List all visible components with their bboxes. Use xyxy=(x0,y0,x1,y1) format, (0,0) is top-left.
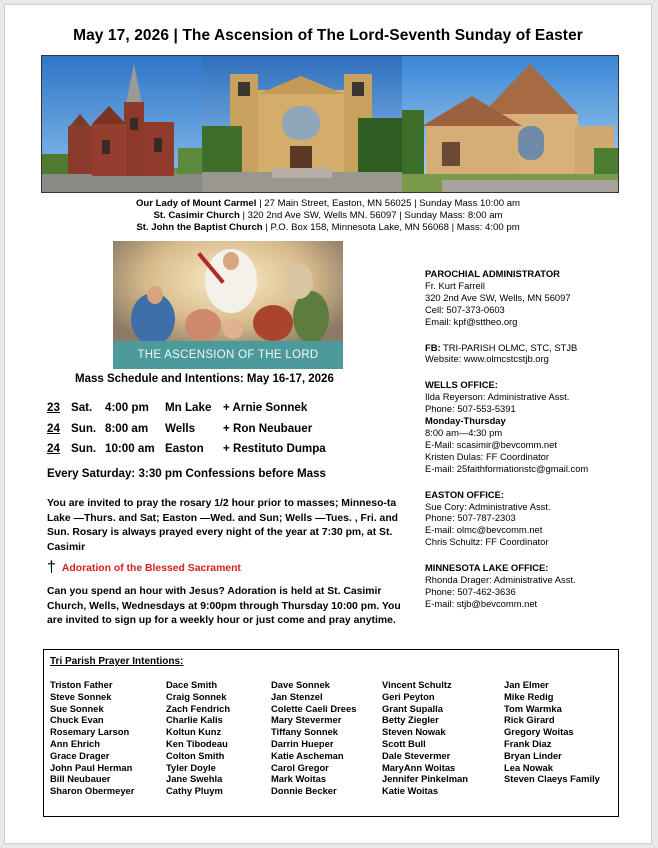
mass-place: Easton xyxy=(165,442,204,455)
easton-line: Sue Cory: Administrative Asst. xyxy=(425,500,551,512)
prayer-name: Dave Sonnek xyxy=(271,679,330,690)
adoration-paragraph: Can you spend an hour with Jesus? Adoration is held at St. Casimir Church, Wells, Wednesdays at 9:00pm through Thursday 10:00 pm. You are invited to sign up for a weekly hour or just come and pray anytime. xyxy=(47,586,401,627)
wells-office-heading: WELLS OFFICE: xyxy=(425,379,498,391)
easton-office-heading: EASTON OFFICE: xyxy=(425,488,504,500)
bulletin-page xyxy=(4,4,652,844)
prayer-column xyxy=(504,679,600,785)
prayer-name: Mike Redig xyxy=(504,690,554,702)
prayer-name: Mary Stevermer xyxy=(271,714,342,726)
prayer-name: Jennifer Pinkelman xyxy=(382,773,468,785)
prayer-name: Geri Peyton xyxy=(382,690,435,702)
facebook-line xyxy=(425,342,647,354)
prayer-name: Chuck Evan xyxy=(50,714,104,726)
adoration-title: Adoration of the Blessed Sacrament xyxy=(61,562,241,574)
prayer-intentions-title: Tri Parish Prayer Intentions: xyxy=(50,656,184,667)
rosary-paragraph: You are invited to pray the rosary 1/2 hour prior to masses; Minneso-ta Lake —Thurs. and Sat; Easton —Wed. and Sun; Wells —Tues. , Fri. and Sun. Rosary is always prayed every night of the year at 7:30 pm, at St. Casimir xyxy=(47,498,399,553)
prayer-name: Mark Woitas xyxy=(271,773,327,785)
prayer-name: Vincent Schultz xyxy=(382,679,452,690)
prayer-name: Ken Tibodeau xyxy=(166,737,228,749)
administrator-email: Email: kpf@sttheo.org xyxy=(425,315,518,327)
church-name: Our Lady of Mount Carmel xyxy=(135,198,257,209)
prayer-name: Dale Stevermer xyxy=(382,749,451,761)
prayer-column xyxy=(382,679,468,797)
administrator-heading: PAROCHIAL ADMINISTRATOR xyxy=(425,268,560,279)
administrator-name: Fr. Kurt Farrell xyxy=(425,279,485,291)
wells-line: E-Mail: scasimir@bevcomm.net xyxy=(425,438,557,450)
mnlake-line: E-mail: stjb@bevcomm.net xyxy=(425,597,538,609)
prayer-name: Tom Warmka xyxy=(504,702,562,714)
easton-line: Chris Schultz: FF Coordinator xyxy=(425,536,549,548)
website-line: Website: www.olmcstcstjb.org xyxy=(425,353,549,365)
mass-time: 4:00 pm xyxy=(105,401,149,414)
prayer-name: Betty Ziegler xyxy=(382,714,439,726)
prayer-name: Darrin Hueper xyxy=(271,737,334,749)
church-list xyxy=(5,198,651,234)
prayer-name: Jan Stenzel xyxy=(271,690,323,702)
administrator-address: 320 2nd Ave SW, Wells, MN 56097 xyxy=(425,291,571,303)
church-details: | P.O. Box 158, Minnesota Lake, MN 56068 | Mass: 4:00 pm xyxy=(262,222,520,233)
prayer-name: Tiffany Sonnek xyxy=(271,726,339,738)
prayer-name: Donnie Becker xyxy=(271,785,337,797)
photo-st-john-baptist xyxy=(402,56,618,192)
wells-line: 8:00 am—4:30 pm xyxy=(425,426,503,438)
wells-line: Phone: 507-553-5391 xyxy=(425,403,516,415)
mass-place: Wells xyxy=(165,421,196,435)
administrator-cell: Cell: 507-373-0603 xyxy=(425,303,505,315)
prayer-name: Scott Bull xyxy=(382,737,426,749)
ascension-banner: THE ASCENSION OF THE LORD xyxy=(113,341,343,369)
page-title: May 17, 2026 | The Ascension of The Lord-Seventh Sunday of Easter xyxy=(73,27,583,44)
easton-line: Phone: 507-787-2303 xyxy=(425,512,516,524)
photo-st-casimir xyxy=(202,56,402,192)
wells-line: E-mail: 25faithformationstc@gmail.com xyxy=(425,462,589,474)
prayer-name: Zach Fendrich xyxy=(166,702,231,714)
prayer-name: Colton Smith xyxy=(166,749,225,761)
church-details: | 320 2nd Ave SW, Wells MN. 56097 | Sunday Mass: 8:00 am xyxy=(239,210,503,221)
mass-weekday: Sun. xyxy=(71,442,97,455)
mass-intention: + Ron Neubauer xyxy=(223,421,313,435)
prayer-name: Craig Sonnek xyxy=(166,690,227,702)
prayer-name: Rosemary Larson xyxy=(50,726,130,738)
prayer-name: Steve Sonnek xyxy=(50,690,112,702)
prayer-name: Bryan Linder xyxy=(504,749,562,761)
cross-icon: † xyxy=(47,559,56,576)
mass-time: 8:00 am xyxy=(105,421,149,435)
church-photos xyxy=(41,55,619,193)
prayer-name: Koltun Kunz xyxy=(166,726,222,738)
prayer-name: Steven Claeys Family xyxy=(504,773,600,785)
prayer-name: Jane Swehla xyxy=(166,773,223,785)
facebook-label: FB: xyxy=(425,341,441,353)
adoration-heading xyxy=(47,561,241,575)
church-name: St. John the Baptist Church xyxy=(136,222,263,233)
contact-sidebar xyxy=(425,268,647,610)
wells-hours-heading: Monday-Thursday xyxy=(425,415,506,427)
wells-line: Kristen Dulas: FF Coordinator xyxy=(425,450,550,462)
prayer-name: Colette Caeli Drees xyxy=(271,702,357,714)
mass-intention: + Restituto Dumpa xyxy=(223,442,326,455)
mass-place: Mn Lake xyxy=(165,401,212,414)
mass-weekday: Sat. xyxy=(71,401,93,414)
photo-mount-carmel xyxy=(42,56,202,192)
prayer-name: Charlie Kalis xyxy=(166,714,223,726)
prayer-column xyxy=(50,679,134,797)
church-name: St. Casimir Church xyxy=(153,210,240,221)
prayer-name: Rick Girard xyxy=(504,714,555,726)
prayer-name: Grace Drager xyxy=(50,749,110,761)
church-line xyxy=(5,222,651,234)
wells-line: Ilda Reyerson: Administrative Asst. xyxy=(425,391,570,403)
prayer-name: Lea Nowak xyxy=(504,761,553,773)
prayer-name: Frank Diaz xyxy=(504,737,552,749)
prayer-name: MaryAnn Woitas xyxy=(382,761,456,773)
prayer-name: Tyler Doyle xyxy=(166,761,216,773)
prayer-column xyxy=(166,679,230,797)
ascension-image xyxy=(113,241,343,369)
mass-day: 24 xyxy=(47,421,60,435)
prayer-name: Triston Father xyxy=(50,679,113,690)
confessions-note: Every Saturday: 3:30 pm Confessions before Mass xyxy=(47,467,326,480)
prayer-name: John Paul Herman xyxy=(50,761,133,773)
prayer-name: Steven Nowak xyxy=(382,726,446,738)
prayer-name: Katie Ascheman xyxy=(271,749,344,761)
mass-day: 23 xyxy=(47,401,60,414)
mass-day: 24 xyxy=(47,442,60,455)
prayer-name: Dace Smith xyxy=(166,679,218,690)
prayer-name: Cathy Pluym xyxy=(166,785,223,797)
church-details: | 27 Main Street, Easton, MN 56025 | Sunday Mass 10:00 am xyxy=(256,198,521,209)
mass-time: 10:00 am xyxy=(105,442,155,455)
prayer-name: Bill Neubauer xyxy=(50,773,111,785)
mnlake-office-heading: MINNESOTA LAKE OFFICE: xyxy=(425,562,549,574)
mass-schedule-heading: Mass Schedule and Intentions: May 16-17, 2026 xyxy=(75,373,334,385)
mnlake-line: Phone: 507-462-3636 xyxy=(425,585,516,597)
prayer-name: Sharon Obermeyer xyxy=(50,785,135,797)
prayer-column xyxy=(271,679,356,797)
mass-intention: + Arnie Sonnek xyxy=(223,401,308,414)
prayer-name: Gregory Woitas xyxy=(504,726,574,738)
church-line xyxy=(5,198,651,210)
prayer-intentions-box xyxy=(43,649,619,817)
facebook-value: TRI-PARISH OLMC, STC, STJB xyxy=(440,341,578,353)
prayer-name: Katie Woitas xyxy=(382,785,439,797)
church-line xyxy=(5,210,651,222)
prayer-name: Carol Gregor xyxy=(271,761,329,773)
prayer-name: Ann Ehrich xyxy=(50,737,101,749)
prayer-name: Grant Supalla xyxy=(382,702,443,714)
prayer-name: Jan Elmer xyxy=(504,679,549,690)
prayer-name: Sue Sonnek xyxy=(50,702,104,714)
easton-line: E-mail: olmc@bevcomm.net xyxy=(425,524,543,536)
mass-weekday: Sun. xyxy=(71,421,97,435)
mnlake-line: Rhonda Drager: Administrative Asst. xyxy=(425,574,576,586)
